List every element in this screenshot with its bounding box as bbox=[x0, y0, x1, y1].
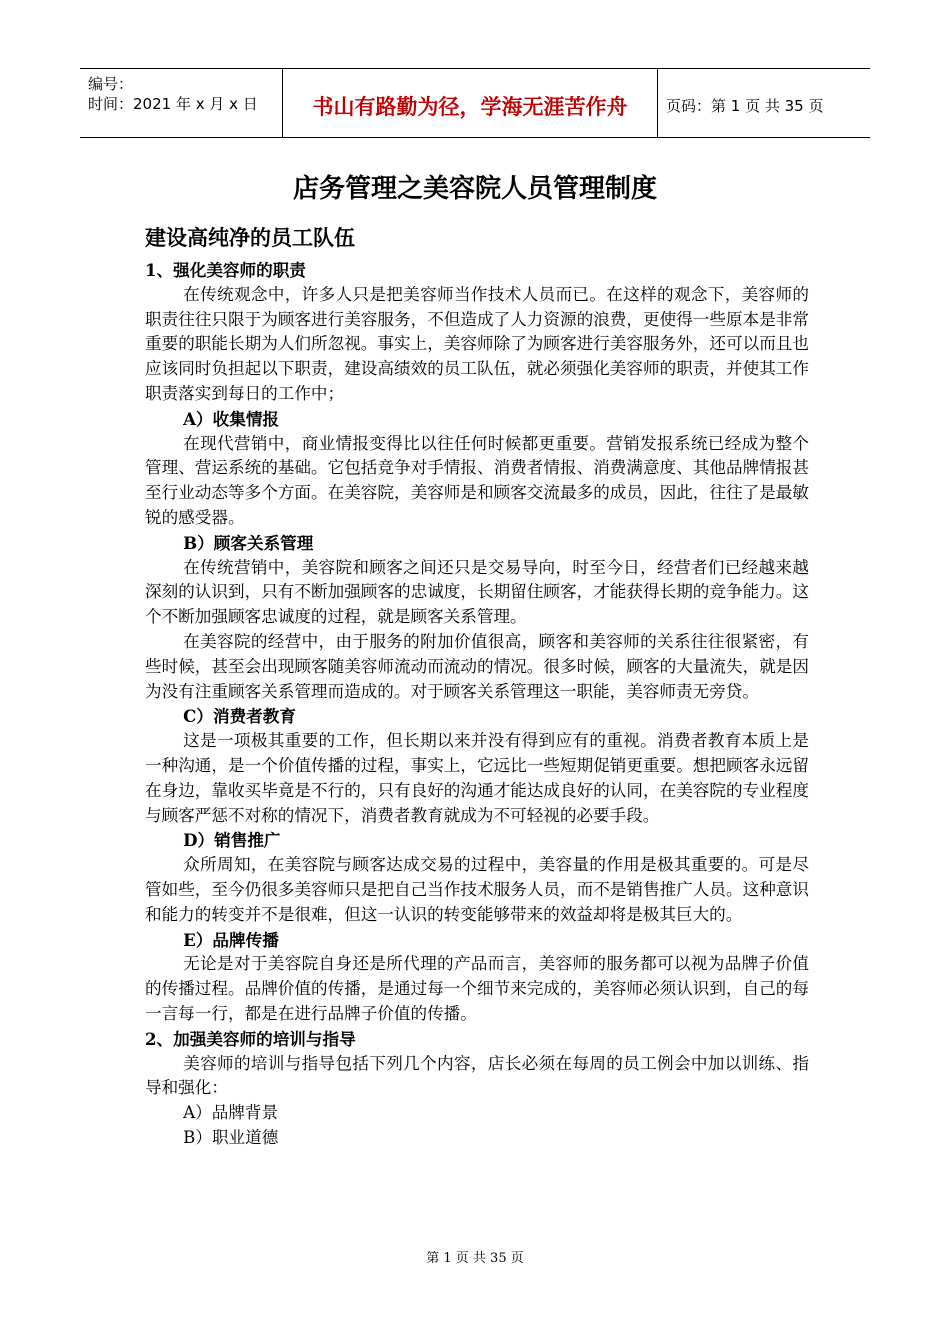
page-footer: 第 1 页 共 35 页 bbox=[426, 1251, 524, 1266]
paragraph: 这是一项极其重要的工作，但长期以来并没有得到应有的重视。消费者教育本质上是一种沟通，是一个价值传播的过程，事实上，它远比一些短期促销更重要。想把顾客永远留在身边，靠收买毕竟是不行的，只有良好的沟通才能达成良好的认同，在美容院的专业程度与顾客严惩不对称的情况下，消费者教育就成为不可轻视的必要手段。 bbox=[145, 731, 809, 825]
header-info-cell bbox=[80, 69, 283, 137]
header-slogan-cell bbox=[283, 69, 658, 137]
paragraph: 在美容院的经营中，由于服务的附加价值很高，顾客和美容师的关系往往很紧密，有些时候，甚至会出现顾客随美容师流动而流动的情况。很多时候，顾客的大量流失，就是因为没有注重顾客关系管理而造成的。对于顾客关系管理这一职能，美容师责无旁贷。 bbox=[145, 631, 809, 701]
serial-number: 编号： bbox=[88, 75, 134, 93]
document-body bbox=[145, 258, 809, 1151]
paragraph: 在传统营销中，美容院和顾客之间还只是交易导向，时至今日，经营者们已经越来越深刻的认识到，只有不断加强顾客的忠诚度，长期留住顾客，才能获得长期的竞争能力。这个不断加强顾客忠诚度的过程，就是顾客关系管理。 bbox=[145, 557, 809, 627]
subsection-title: E）品牌传播 bbox=[183, 929, 279, 950]
subsection-title: B）顾客关系管理 bbox=[183, 532, 314, 553]
paragraph: 在现代营销中，商业情报变得比以往任何时候都更重要。营销发报系统已经成为整个管理、营运系统的基础。它包括竞争对手情报、消费者情报、消费满意度、其他品牌情报甚至行业动态等多个方面。在美容院，美容师是和顾客交流最多的成员，因此，往往了是最敏锐的感受器。 bbox=[145, 433, 809, 527]
section-title: 2、加强美容师的培训与指导 bbox=[145, 1028, 356, 1049]
list-item: B）职业道德 bbox=[183, 1127, 279, 1147]
subsection-title: D）销售推广 bbox=[183, 830, 281, 851]
section-heading: 建设高纯净的员工队伍 bbox=[145, 226, 355, 250]
paragraph: 美容师的培训与指导包括下列几个内容，店长必须在每周的员工例会中加以训练、指导和强化： bbox=[145, 1053, 809, 1098]
paragraph: 在传统观念中，许多人只是把美容师当作技术人员而已。在这样的观念下，美容师的职责往往只限于为顾客进行美容服务，不但造成了人力资源的浪费，更使得一些原本是非常重要的职能长期为人们所忽视。事实上，美容师除了为顾客进行美容服务外，还可以而且也应该同时负担起以下职责，建设高绩效的员工队伍，就必须强化美容师的职责，并使其工作职责落实到每日的工作中； bbox=[145, 284, 809, 403]
paragraph: 无论是对于美容院自身还是所代理的产品而言，美容师的服务都可以视为品牌子价值的传播过程。品牌价值的传播，是通过每一个细节来完成的，美容师必须认识到，自己的每一言每一行，都是在进行品牌子价值的传播。 bbox=[145, 954, 809, 1023]
header-page-number: 页码：第 1 页 共 35 页 bbox=[666, 97, 824, 115]
header-page-cell bbox=[658, 69, 870, 137]
list-item: A）品牌背景 bbox=[183, 1103, 279, 1123]
document-header bbox=[80, 68, 870, 138]
document-title: 店务管理之美容院人员管理制度 bbox=[292, 174, 657, 204]
subsection-title: C）消费者教育 bbox=[183, 706, 296, 727]
paragraph: 众所周知，在美容院与顾客达成交易的过程中，美容量的作用是极其重要的。可是尽管如些，至今仍很多美容师只是把自己当作技术服务人员，而不是销售推广人员。这种意识和能力的转变并不是很难，但这一认识的转变能够带来的效益却将是极其巨大的。 bbox=[145, 855, 809, 924]
subsection-title: A）收集情报 bbox=[183, 408, 280, 429]
section-title: 1、强化美容师的职责 bbox=[145, 260, 306, 280]
header-slogan: 书山有路勤为径，学海无涯苦作舟 bbox=[312, 95, 628, 119]
header-date: 时间：2021 年 x 月 x 日 bbox=[88, 95, 258, 113]
